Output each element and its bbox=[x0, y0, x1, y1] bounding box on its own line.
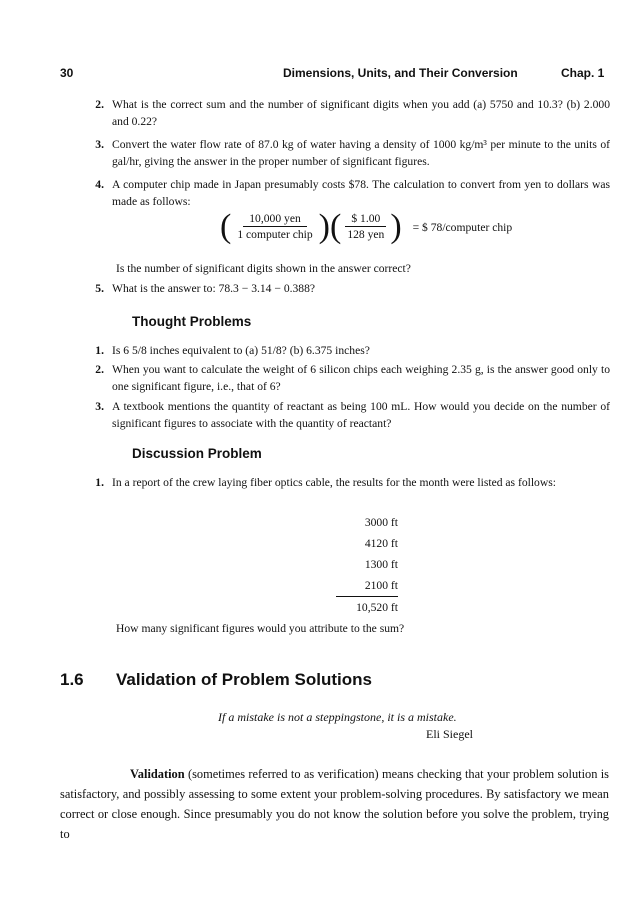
problem-text: In a report of the crew laying fiber optics cable, the results for the month were listed as follows: bbox=[112, 476, 556, 489]
problem-4 bbox=[90, 176, 610, 210]
running-header-title: Dimensions, Units, and Their Conversion bbox=[283, 66, 518, 80]
list-item: 4120 ft bbox=[364, 537, 398, 550]
list-item: 3000 ft bbox=[364, 516, 398, 529]
list-item: 1300 ft bbox=[364, 558, 398, 571]
discussion-question: How many significant figures would you attribute to the sum? bbox=[116, 622, 405, 635]
fraction-numerator: 10,000 yen bbox=[243, 212, 307, 227]
problem-number: 3. bbox=[95, 400, 104, 413]
thought-problem-3 bbox=[90, 398, 610, 432]
problem-number: 2. bbox=[95, 363, 104, 376]
discussion-problem-1 bbox=[90, 474, 610, 491]
epigraph-quote: If a mistake is not a steppingstone, it is a mistake. bbox=[218, 710, 457, 724]
thought-problem-2 bbox=[90, 361, 610, 395]
problem-number: 1. bbox=[95, 344, 104, 357]
problem-text: What is the answer to: 78.3 − 3.14 − 0.388? bbox=[112, 282, 316, 295]
problem-text: What is the correct sum and the number of significant digits when you add (a) 5750 and 10.3? (b) 2.000 and 0.22? bbox=[112, 98, 610, 128]
conversion-equation: ( $\frac{\text{10,000 yen}}{\text{1 computer chip}}$ )( $\frac{\$ 1.00}{\text{128 yen}}$ ) = $ 78/computer chip bbox=[220, 208, 513, 245]
fraction-denominator: 1 computer chip bbox=[237, 228, 313, 241]
discussion-problem-heading: Discussion Problem bbox=[132, 446, 262, 461]
list-item: 2100 ft bbox=[364, 579, 398, 592]
section-body-paragraph bbox=[60, 764, 609, 844]
problem-text: When you want to calculate the weight of 6 silicon chips each weighing 2.35 g, is the answer good only to one significant figure, i.e., that of 6? bbox=[112, 363, 610, 393]
thought-problems-heading: Thought Problems bbox=[132, 314, 252, 329]
fraction-denominator: 128 yen bbox=[347, 228, 385, 241]
problem-number: 4. bbox=[95, 178, 104, 191]
cable-length-list bbox=[336, 512, 398, 618]
problem-number: 3. bbox=[95, 138, 104, 151]
problem-number: 2. bbox=[95, 98, 104, 111]
problem-2 bbox=[90, 96, 610, 130]
sum-total: 10,520 ft bbox=[336, 596, 398, 618]
problem-number: 1. bbox=[95, 476, 104, 489]
thought-problem-1 bbox=[90, 342, 610, 359]
equation-result: = $ 78/computer chip bbox=[412, 220, 513, 234]
problem-text: A computer chip made in Japan presumably costs $78. The calculation to convert from yen to dollars was made as follows: bbox=[112, 178, 610, 208]
body-text: (sometimes referred to as verification) means checking that your problem solution is satisfactory, and possibly assessing to some extent your problem-solving procedures. By satisfactory we mean correct or close enough. Since presumably you do not know the solution before you solve the problem, trying to bbox=[60, 767, 609, 841]
fraction-numerator: $ 1.00 bbox=[345, 212, 386, 227]
problem-text: Is 6 5/8 inches equivalent to (a) 51/8? (b) 6.375 inches? bbox=[112, 344, 370, 357]
section-title: Validation of Problem Solutions bbox=[116, 670, 372, 689]
problem-3 bbox=[90, 136, 610, 170]
validation-term: Validation bbox=[130, 767, 185, 781]
problem-text: Convert the water flow rate of 87.0 kg of water having a density of 1000 kg/m³ per minute to the units of gal/hr, giving the answer in the proper number of significant figures. bbox=[112, 138, 610, 168]
epigraph-author: Eli Siegel bbox=[426, 727, 473, 741]
problem-number: 5. bbox=[95, 282, 104, 295]
problem-5 bbox=[90, 280, 610, 297]
running-header-chapter: Chap. 1 bbox=[561, 66, 605, 80]
section-number: 1.6 bbox=[60, 670, 84, 689]
problem-text: A textbook mentions the quantity of reactant as being 100 mL. How would you decide on the number of significant figures to associate with the quantity of reactant? bbox=[112, 400, 610, 430]
page-number: 30 bbox=[60, 66, 74, 80]
problem-4-followup: Is the number of significant digits shown in the answer correct? bbox=[116, 262, 411, 275]
